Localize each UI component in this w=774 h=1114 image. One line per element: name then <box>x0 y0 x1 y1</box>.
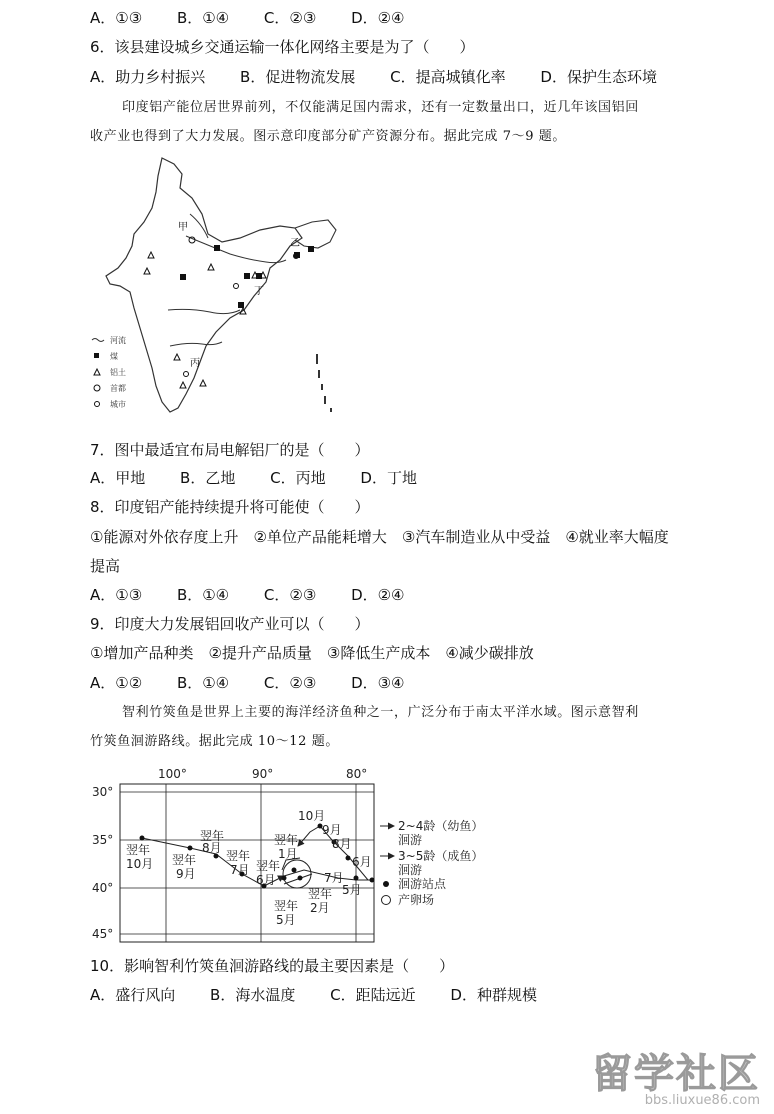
lat-label-30: 30° <box>92 785 114 799</box>
label-next-may-a: 翌年 <box>274 899 299 913</box>
station-point <box>140 836 145 841</box>
legend-coal: 煤 <box>110 352 118 361</box>
lon-label-80: 80° <box>346 767 368 781</box>
spawning-ground <box>283 860 311 888</box>
lon-label-100: 100° <box>158 767 187 781</box>
label-ding: 丁 <box>254 286 264 297</box>
river-south <box>170 342 222 346</box>
label-jun: 6月 <box>352 855 372 869</box>
q9-option-b: B．①④ <box>176 674 230 692</box>
q8-items-line2: 提高 <box>90 557 121 575</box>
river-central <box>168 309 240 313</box>
lat-label-35: 35° <box>92 833 114 847</box>
station-point <box>370 878 375 883</box>
q8-options <box>90 585 435 605</box>
east-outline <box>295 220 336 248</box>
q7-option-b: B．乙地 <box>180 469 236 487</box>
label-may: 5月 <box>342 883 362 897</box>
legend-station: 洄游站点 <box>398 877 447 891</box>
label-bing: 丙 <box>190 358 200 369</box>
q10-option-a: A．盛行风向 <box>90 986 176 1004</box>
label-next-feb-a: 翌年 <box>308 887 333 901</box>
coal-marker <box>244 273 250 279</box>
station-point <box>298 876 303 881</box>
river-ganges <box>186 236 286 263</box>
island-chain <box>316 354 332 412</box>
q9-option-a: A．①② <box>90 674 143 692</box>
coal-marker <box>214 245 220 251</box>
coal-marker <box>180 274 186 280</box>
bauxite-marker <box>180 382 186 388</box>
label-next-jun-b: 6月 <box>256 873 276 887</box>
q7-stem: 7．图中最适宜布局电解铝厂的是（ ） <box>90 441 370 459</box>
label-next-aug-b: 8月 <box>202 841 222 855</box>
legend-capital: 首都 <box>110 384 126 393</box>
q10-option-d: D．种群规模 <box>450 986 537 1004</box>
india-outline <box>106 158 302 412</box>
lon-label-90: 90° <box>252 767 274 781</box>
fish-map-legend <box>380 818 483 907</box>
city-marker <box>184 372 189 377</box>
q10-stem: 10．影响智利竹筴鱼洄游路线的最主要因素是（ ） <box>90 957 455 975</box>
q5-option-c: C．②③ <box>263 9 317 27</box>
q6-option-a: A．助力乡村振兴 <box>90 68 206 86</box>
fish-migration-map <box>86 762 506 948</box>
label-next-feb-b: 2月 <box>310 901 330 915</box>
legend-river: 河流 <box>110 336 126 345</box>
lat-label-40: 40° <box>92 881 114 895</box>
legend-juvenile-2: 洄游 <box>398 833 423 847</box>
station-point <box>354 876 359 881</box>
station-point <box>346 856 351 861</box>
fish-intro-line2: 竹筴鱼洄游路线。据此完成 10～12 题。 <box>90 734 339 749</box>
label-sep: 9月 <box>322 823 342 837</box>
label-next-jan-a: 翌年 <box>274 833 299 847</box>
q8-option-c: C．②③ <box>263 586 317 604</box>
label-next-sep-a: 翌年 <box>172 853 197 867</box>
label-next-jun-a: 翌年 <box>256 859 281 873</box>
q10-options <box>90 985 567 1005</box>
q8-items-line1: ①能源对外依存度上升 ②单位产品能耗增大 ③汽车制造业从中受益 ④就业率大幅度 <box>90 528 669 546</box>
q10-option-c: C．距陆远近 <box>330 986 416 1004</box>
coal-marker <box>308 246 314 252</box>
label-next-jan-b: 1月 <box>278 847 298 861</box>
q9-option-c: C．②③ <box>263 674 317 692</box>
q5-options <box>90 8 435 28</box>
label-jul: 7月 <box>324 871 344 885</box>
label-yi: 乙 <box>290 238 300 249</box>
city-marker <box>234 284 239 289</box>
q6-option-b: B．促进物流发展 <box>240 68 356 86</box>
q6-option-d: D．保护生态环境 <box>540 68 657 86</box>
watermark <box>592 1042 760 1108</box>
fish-intro-line1: 智利竹筴鱼是世界上主要的海洋经济鱼种之一，广泛分布于南太平洋水域。图示意智利 <box>122 705 639 720</box>
q10-option-b: B．海水温度 <box>210 986 296 1004</box>
label-next-oct-b: 10月 <box>126 857 154 871</box>
capital-marker <box>189 237 195 243</box>
legend-city: 城市 <box>110 400 126 409</box>
q7-option-a: A．甲地 <box>90 469 146 487</box>
q8-option-b: B．①④ <box>176 586 230 604</box>
q9-items: ①增加产品种类 ②提升产品质量 ③降低生产成本 ④减少碳排放 <box>90 644 534 662</box>
bauxite-marker <box>144 268 150 274</box>
bauxite-marker <box>208 264 214 270</box>
coal-marker <box>294 252 300 258</box>
q8-stem: 8．印度铝产能持续提升将可能使（ ） <box>90 498 370 516</box>
label-aug: 8月 <box>332 837 352 851</box>
q7-option-d: D．丁地 <box>360 469 417 487</box>
bauxite-markers <box>144 252 266 388</box>
q6-options <box>90 67 687 87</box>
bauxite-marker <box>148 252 154 258</box>
q7-options <box>90 468 447 488</box>
india-map-legend <box>92 335 126 409</box>
label-next-jul-b: 7月 <box>230 863 250 877</box>
label-next-oct-a: 翌年 <box>126 843 151 857</box>
india-intro-line2: 收产业也得到了大力发展。图示意印度部分矿产资源分布。据此完成 7～9 题。 <box>90 129 567 144</box>
q9-stem: 9．印度大力发展铝回收产业可以（ ） <box>90 615 370 633</box>
lat-label-45: 45° <box>92 927 114 941</box>
label-oct: 10月 <box>298 809 326 823</box>
q6-stem: 6．该县建设城乡交通运输一体化网络主要是为了（ ） <box>90 38 475 56</box>
q5-option-d: D．②④ <box>351 9 405 27</box>
station-point <box>188 846 193 851</box>
station-point <box>282 876 287 881</box>
station-point <box>292 868 297 873</box>
q8-option-a: A．①③ <box>90 586 143 604</box>
legend-juvenile: 2~4龄（幼鱼） <box>398 819 484 833</box>
legend-bauxite: 铝土 <box>110 368 126 377</box>
q5-option-a: A．①③ <box>90 9 143 27</box>
label-next-may-b: 5月 <box>276 913 296 927</box>
q5-option-b: B．①④ <box>176 9 230 27</box>
legend-spawn: 产卵场 <box>398 893 435 907</box>
watermark-sub: bbs.liuxue86.com <box>644 1093 760 1108</box>
label-jia: 甲 <box>178 222 188 233</box>
q8-option-d: D．②④ <box>351 586 405 604</box>
legend-adult-2: 洄游 <box>398 863 423 877</box>
legend-adult: 3~5龄（成鱼） <box>398 849 484 863</box>
india-intro-line1: 印度铝产能位居世界前列，不仅能满足国内需求，还有一定数量出口，近几年该国铝回 <box>122 100 639 115</box>
q9-option-d: D．③④ <box>351 674 405 692</box>
label-next-aug-a: 翌年 <box>200 829 225 843</box>
watermark-main: 留学社区 <box>592 1051 760 1097</box>
india-mineral-map <box>90 150 350 425</box>
q9-options <box>90 673 435 693</box>
q7-option-c: C．丙地 <box>270 469 326 487</box>
bauxite-marker <box>200 380 206 386</box>
bauxite-marker <box>174 354 180 360</box>
label-next-sep-b: 9月 <box>176 867 196 881</box>
label-next-jul-a: 翌年 <box>226 849 251 863</box>
q6-option-c: C．提高城镇化率 <box>390 68 506 86</box>
